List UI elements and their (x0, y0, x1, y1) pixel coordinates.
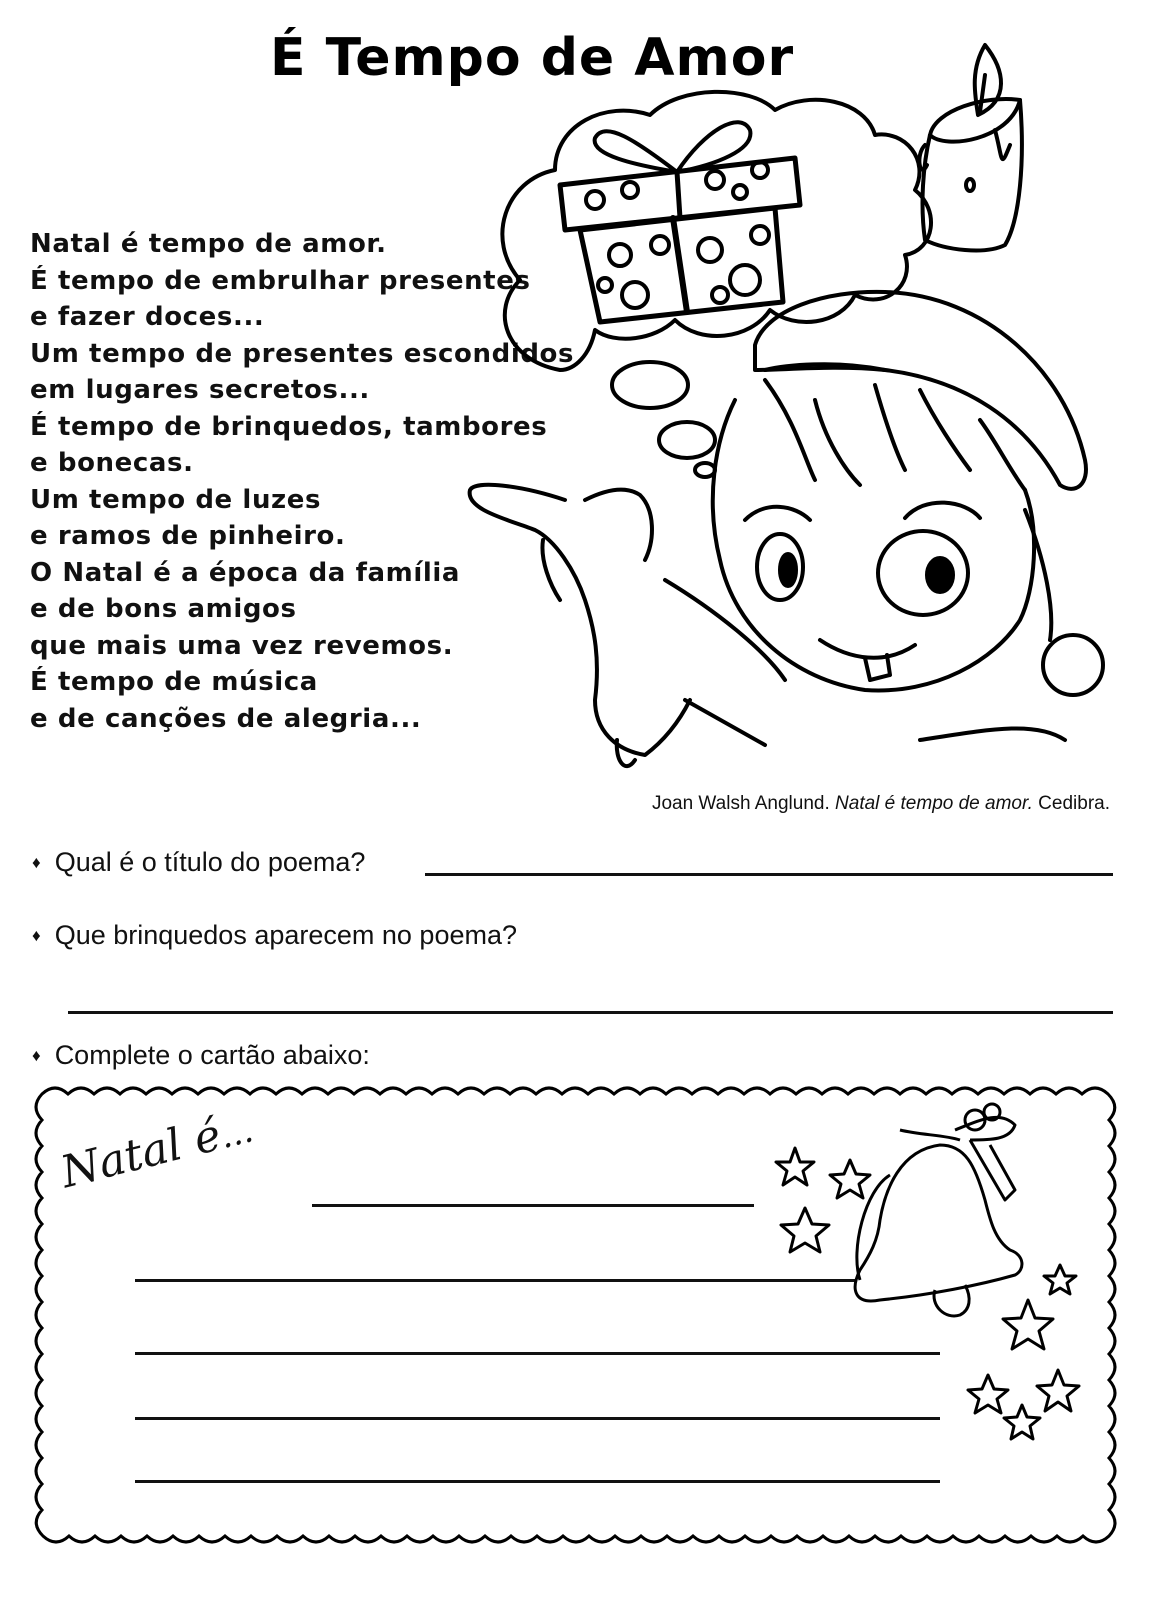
citation-work: Natal é tempo de amor. (835, 793, 1033, 814)
answer-line-1[interactable] (425, 873, 1113, 876)
card-label-ellipsis: ... (215, 1110, 258, 1157)
card-line-2[interactable] (135, 1279, 855, 1282)
star-icon (1037, 1370, 1079, 1411)
poem-line: e ramos de pinheiro. (30, 521, 346, 551)
star-icon (1044, 1265, 1076, 1294)
poem-line: que mais uma vez revemos. (30, 630, 454, 661)
card-line-5[interactable] (135, 1480, 940, 1483)
question-1 (32, 847, 365, 878)
diamond-bullet-icon: ♦ (32, 926, 41, 945)
thought-bubble (612, 362, 688, 408)
star-icon (776, 1148, 814, 1185)
question-2 (32, 920, 517, 951)
star-icon (968, 1375, 1008, 1413)
card-label-main: Natal é (55, 1109, 227, 1199)
page-title: É Tempo de Amor (270, 28, 795, 88)
question-text: Qual é o título do poema? (54, 847, 366, 877)
card-decoration (760, 1090, 1090, 1470)
card-line-1[interactable] (312, 1204, 754, 1207)
gift-box-icon (560, 122, 800, 322)
diamond-bullet-icon: ♦ (32, 853, 41, 872)
citation-author: Joan Walsh Anglund. (651, 793, 830, 814)
poem-line: e de canções de alegria... (30, 703, 422, 734)
poem-citation (652, 793, 1110, 815)
thought-bubble (695, 463, 715, 477)
citation-publisher: Cedibra. (1038, 793, 1110, 814)
hat-pompom (1043, 635, 1103, 695)
smile (820, 640, 915, 658)
bell-icon (855, 1104, 1022, 1316)
poem-line: Um tempo de presentes escondidos (30, 338, 575, 369)
thought-bubble (659, 422, 715, 458)
poem-line: É tempo de embrulhar presentes (30, 265, 531, 296)
question-text: Que brinquedos aparecem no poema? (54, 920, 517, 950)
poem-line: em lugares secretos... (30, 375, 370, 405)
poem-line: O Natal é a época da família (30, 557, 461, 588)
star-icon (830, 1160, 870, 1198)
poem-line: É tempo de música (30, 667, 318, 697)
answer-line-2[interactable] (68, 1011, 1113, 1014)
diamond-bullet-icon: ♦ (32, 1046, 41, 1065)
poem-line: e fazer doces... (30, 302, 265, 332)
poem-line: e de bons amigos (30, 594, 297, 624)
poem-line: Um tempo de luzes (30, 484, 322, 515)
question-3 (32, 1040, 370, 1071)
star-icon (1003, 1300, 1053, 1349)
poem-line: É tempo de brinquedos, tambores (30, 411, 548, 442)
candle-icon (919, 45, 1022, 250)
star-icon (781, 1208, 829, 1252)
child-illustration (465, 40, 1125, 770)
question-text: Complete o cartão abaixo: (54, 1040, 370, 1070)
star-icon (1004, 1405, 1040, 1439)
poem-line: Natal é tempo de amor. (30, 229, 387, 259)
poem-line: e bonecas. (30, 448, 194, 478)
child-hand (470, 485, 690, 755)
